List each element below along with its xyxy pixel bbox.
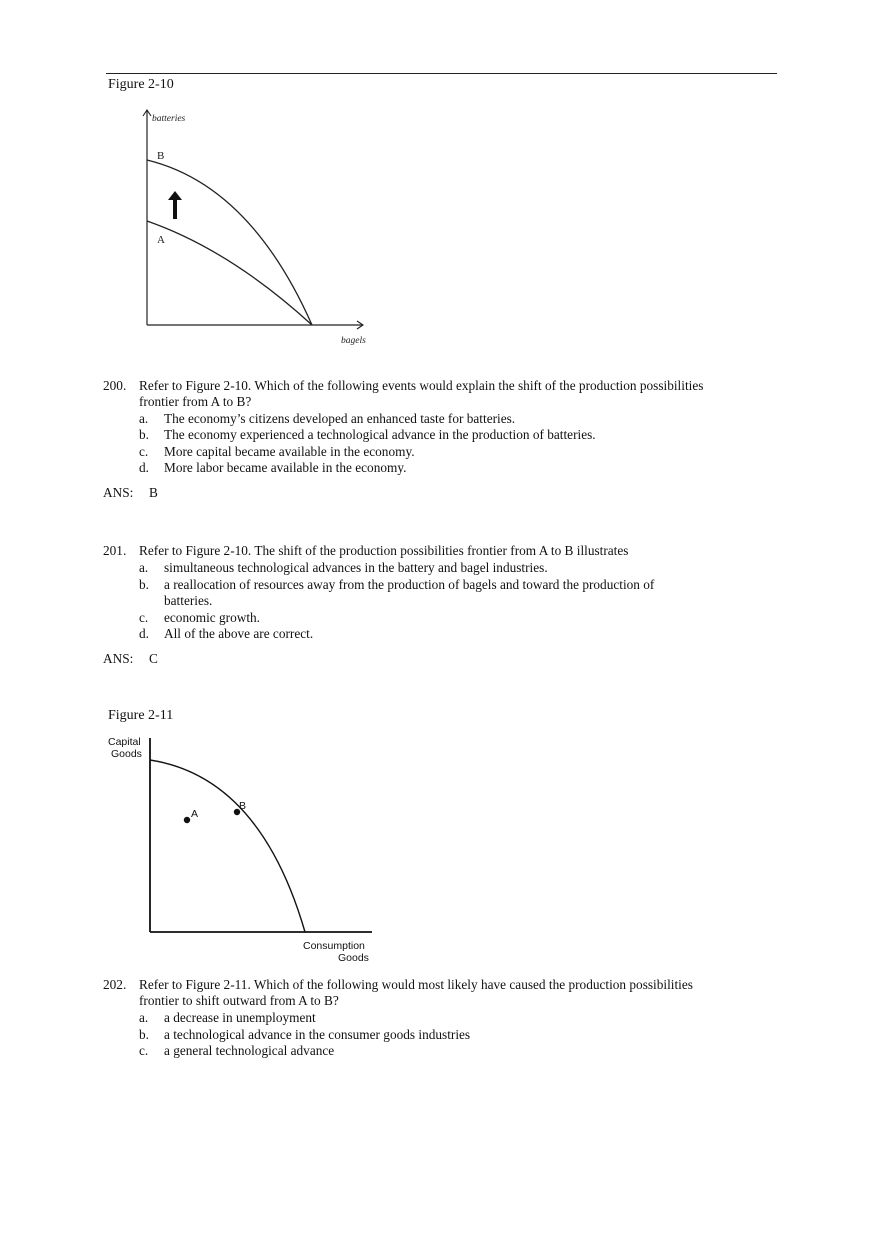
q202-option-b-letter: b.	[139, 1027, 149, 1042]
figure-2-10-caption: Figure 2-10	[108, 77, 174, 92]
fig2-x-label-line1: Consumption	[303, 940, 365, 952]
q201-option-c-letter: c.	[139, 610, 149, 625]
fig1-curve-a-label: A	[157, 234, 165, 246]
q202-option-b-text: a technological advance in the consumer goods industries	[164, 1027, 471, 1042]
fig2-point-a	[184, 817, 190, 823]
fig2-point-a-label: A	[191, 808, 199, 820]
fig1-curve-b	[147, 160, 312, 325]
q201-option-c-text: economic growth.	[164, 610, 261, 625]
q202-option-c-letter: c.	[139, 1043, 149, 1058]
q201-answer-label: ANS:	[103, 651, 134, 666]
q202-stem-line1: Refer to Figure 2-11. Which of the following would most likely have caused the production possibilities	[139, 977, 693, 992]
figure-2-11-caption: Figure 2-11	[108, 708, 174, 723]
q200-option-c-text: More capital became available in the economy.	[164, 444, 415, 459]
q201-option-b-letter: b.	[139, 577, 149, 592]
q200-option-c-letter: c.	[139, 444, 149, 459]
q200-option-d-text: More labor became available in the economy.	[164, 460, 407, 475]
fig1-y-label: batteries	[152, 114, 186, 124]
header-rule	[106, 73, 777, 74]
q202-option-a-letter: a.	[139, 1010, 149, 1025]
q201-answer-value: C	[149, 651, 158, 666]
q202-option-a-text: a decrease in unemployment	[164, 1010, 316, 1025]
q200-stem-line2: frontier from A to B?	[139, 394, 252, 409]
fig2-point-b-label: B	[239, 800, 247, 812]
q201-option-a-text: simultaneous technological advances in the battery and bagel industries.	[164, 560, 548, 575]
q200-option-b-text: The economy experienced a technological advance in the production of batteries.	[164, 427, 596, 442]
q200-option-a-text: The economy’s citizens developed an enhanced taste for batteries.	[164, 411, 516, 426]
q201-number: 201.	[103, 543, 127, 558]
fig2-y-label-line2: Goods	[111, 748, 142, 760]
q200-answer-value: B	[149, 485, 158, 500]
q200-option-b-letter: b.	[139, 427, 149, 442]
figure-2-10-graph	[130, 100, 370, 350]
q202-number: 202.	[103, 977, 127, 992]
q202-option-c-text: a general technological advance	[164, 1043, 335, 1058]
q200-stem-line1: Refer to Figure 2-10. Which of the following events would explain the shift of the production possibilities	[139, 378, 704, 393]
fig2-x-label-line2: Goods	[338, 952, 369, 964]
fig1-shift-arrow	[168, 191, 182, 219]
q200-answer-label: ANS:	[103, 485, 134, 500]
q201-option-b-text-line2: batteries.	[164, 593, 213, 608]
q202-stem-line2: frontier to shift outward from A to B?	[139, 993, 339, 1008]
q200-option-a-letter: a.	[139, 411, 149, 426]
fig1-curve-b-label: B	[157, 150, 165, 162]
fig2-y-label-line1: Capital	[108, 736, 141, 748]
q201-option-d-text: All of the above are correct.	[164, 626, 314, 641]
q200-number: 200.	[103, 378, 127, 393]
q201-option-d-letter: d.	[139, 626, 149, 641]
q201-option-b-text-line1: a reallocation of resources away from the production of bagels and toward the production of	[164, 577, 655, 592]
q201-stem-line1: Refer to Figure 2-10. The shift of the production possibilities frontier from A to B illustrates	[139, 543, 629, 558]
fig2-ppf-curve	[150, 760, 305, 932]
fig1-x-label: bagels	[341, 336, 366, 346]
figure-2-11-graph	[100, 732, 380, 967]
fig1-curve-a	[147, 221, 312, 325]
q200-option-d-letter: d.	[139, 460, 149, 475]
q201-option-a-letter: a.	[139, 560, 149, 575]
